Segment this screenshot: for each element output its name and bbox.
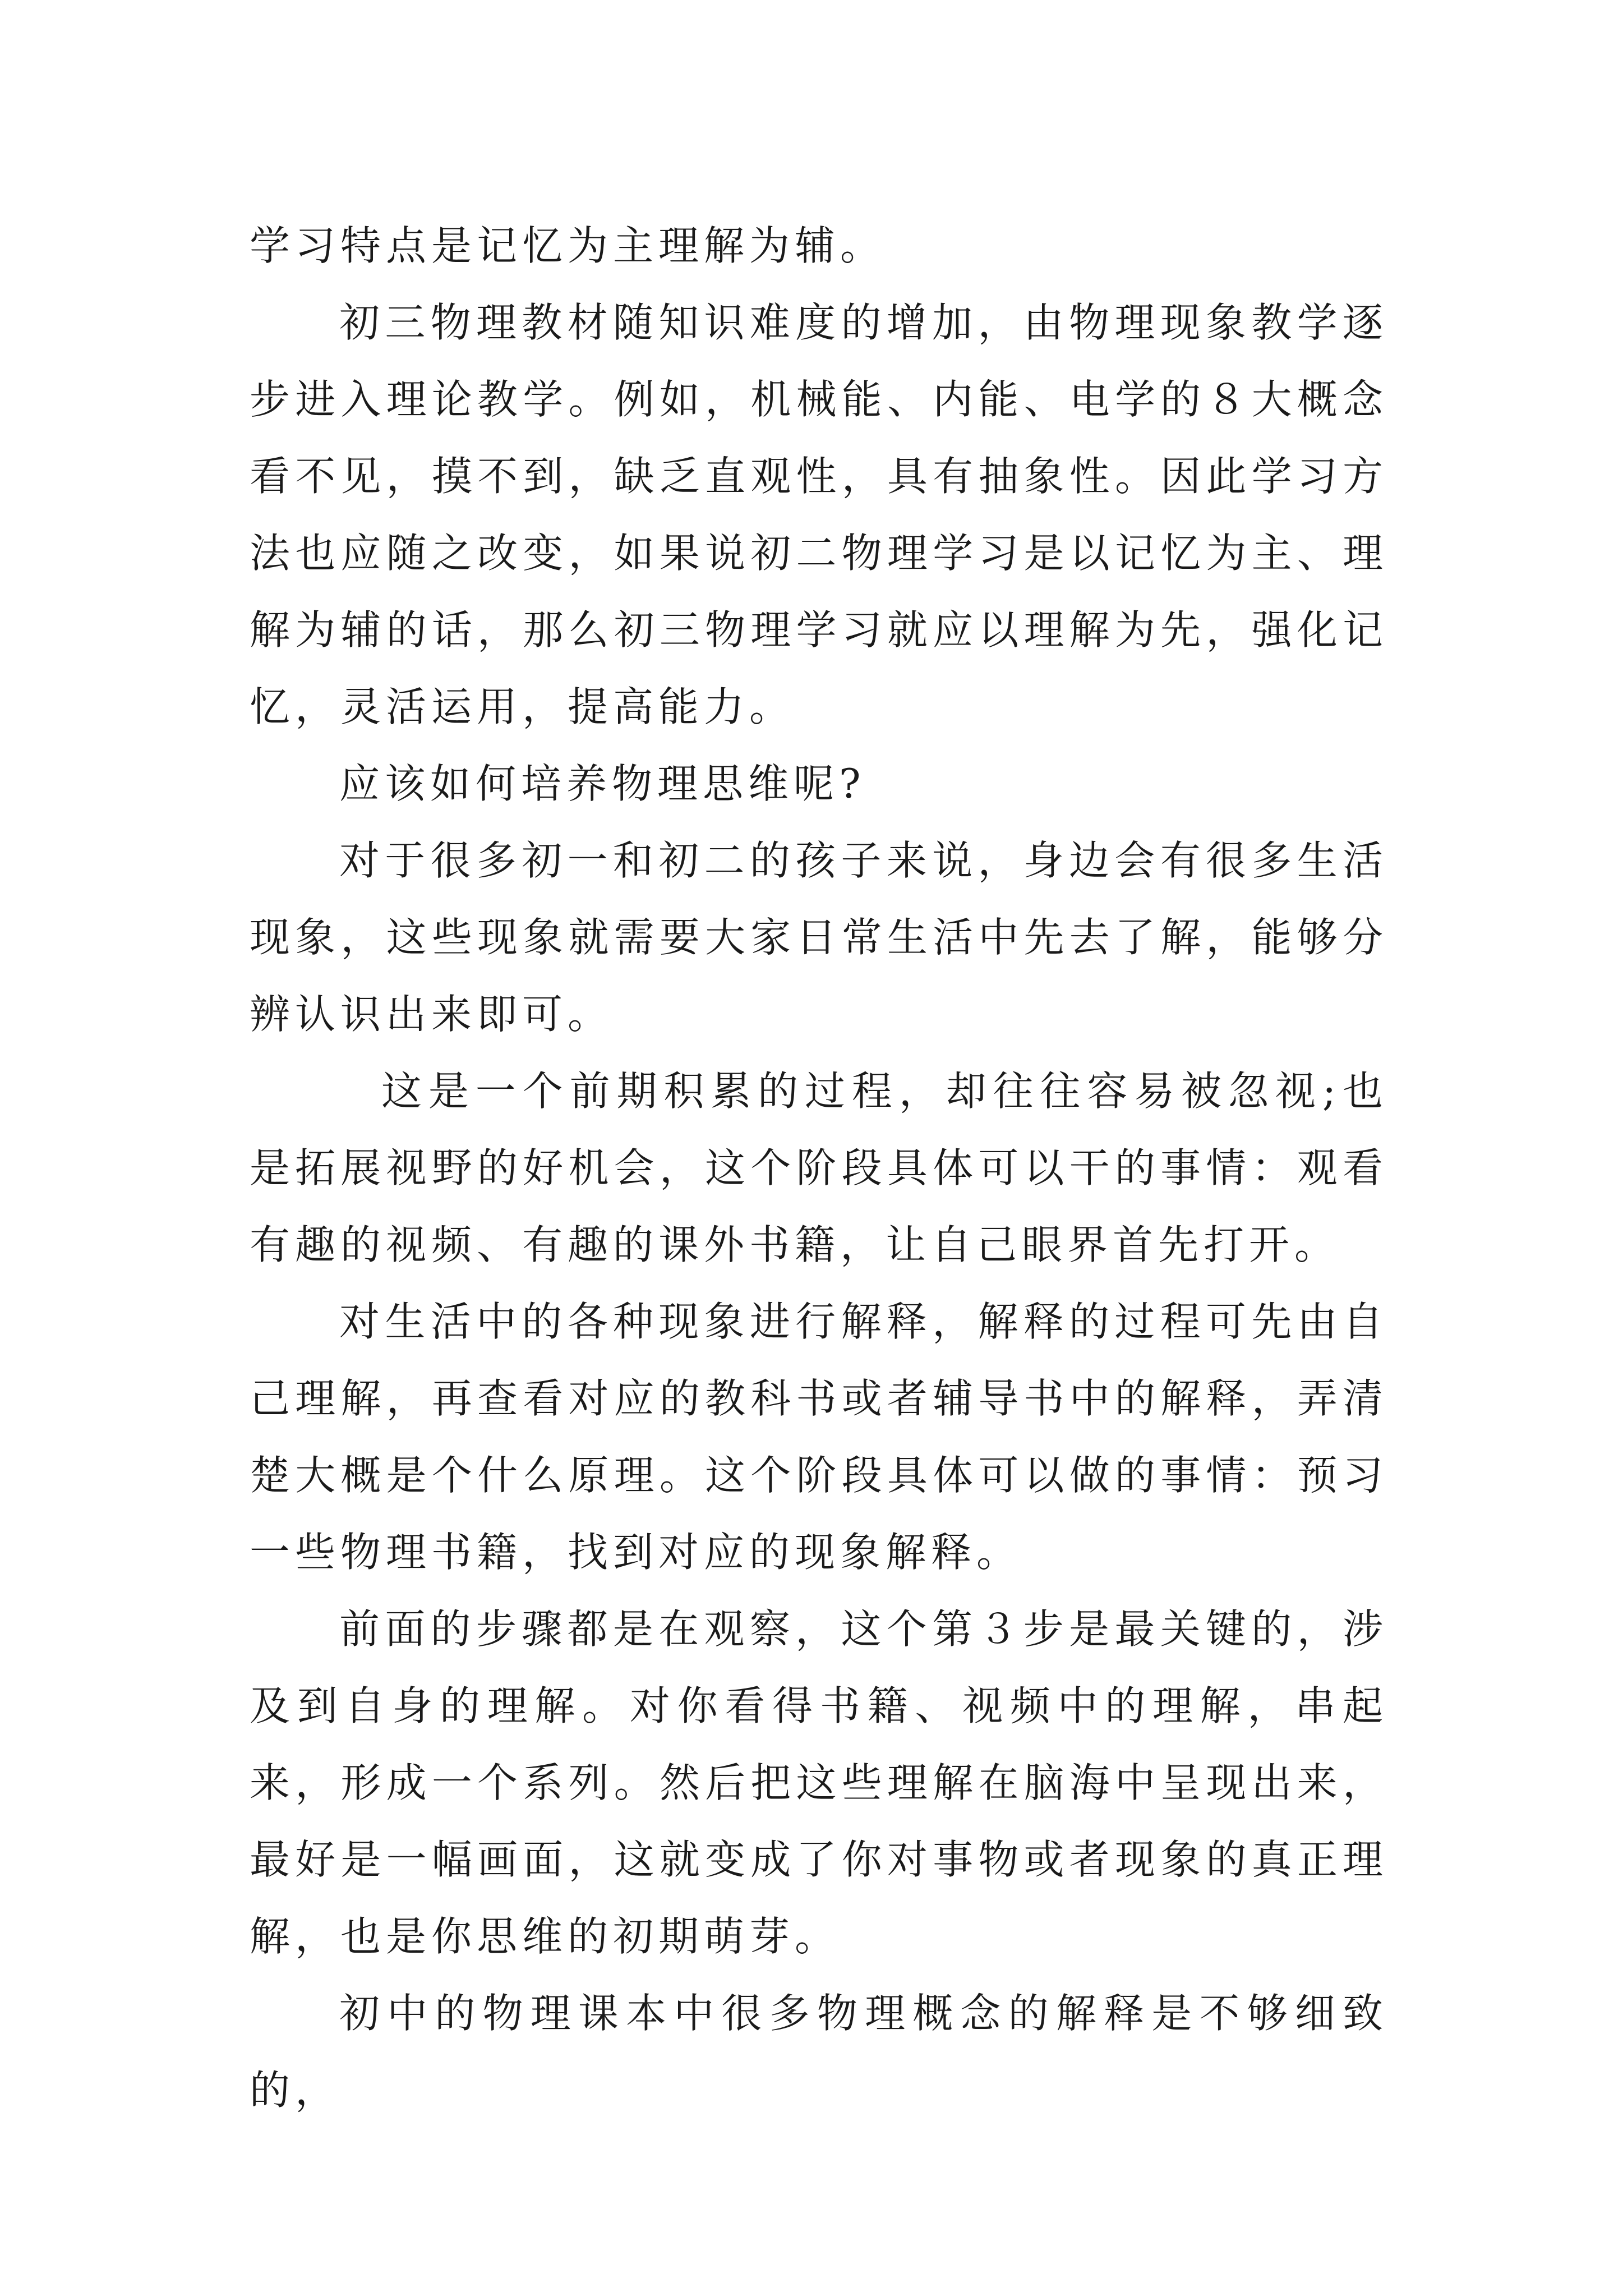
- paragraph-5: 这是一个前期积累的过程，却往往容易被忽视;也是拓展视野的好机会，这个阶段具体可以干的事情：观看有趣的视频、有趣的课外书籍，让自己眼界首先打开。: [250, 1068, 1388, 1268]
- paragraph-7: 前面的步骤都是在观察，这个第３步是最关键的，涉及到自身的理解。对你看得书籍、视频中的理解，串起来，形成一个系列。然后把这些理解在脑海中呈现出来，最好是一幅画面，这就变成了你对事物或者现象的真正理解，也是你思维的初期萌芽。: [250, 1605, 1388, 1960]
- paragraph-4: 对于很多初一和初二的孩子来说，身边会有很多生活现象，这些现象就需要大家日常生活中先去了解，能够分辨认识出来即可。: [250, 837, 1388, 1038]
- paragraph-2: 初三物理教材随知识难度的增加，由物理现象教学逐步进入理论教学。例如，机械能、内能、电学的８大概念看不见，摸不到，缺乏直观性，具有抽象性。因此学习方法也应随之改变，如果说初二物理学习是以记忆为主、理解为辅的话，那么初三物理学习就应以理解为先，强化记忆，灵活运用，提高能力。: [250, 299, 1388, 730]
- paragraph-1: 学习特点是记忆为主理解为辅。: [250, 222, 886, 269]
- document-body: [250, 208, 1388, 2129]
- paragraph-3: 应该如何培养物理思维呢?: [339, 760, 866, 807]
- paragraph-6: 对生活中的各种现象进行解释，解释的过程可先由自己理解，再查看对应的教科书或者辅导书中的解释，弄清楚大概是个什么原理。这个阶段具体可以做的事情：预习一些物理书籍，找到对应的现象解释。: [250, 1298, 1388, 1576]
- paragraph-8: 初中的物理课本中很多物理概念的解释是不够细致的，: [250, 1990, 1388, 2114]
